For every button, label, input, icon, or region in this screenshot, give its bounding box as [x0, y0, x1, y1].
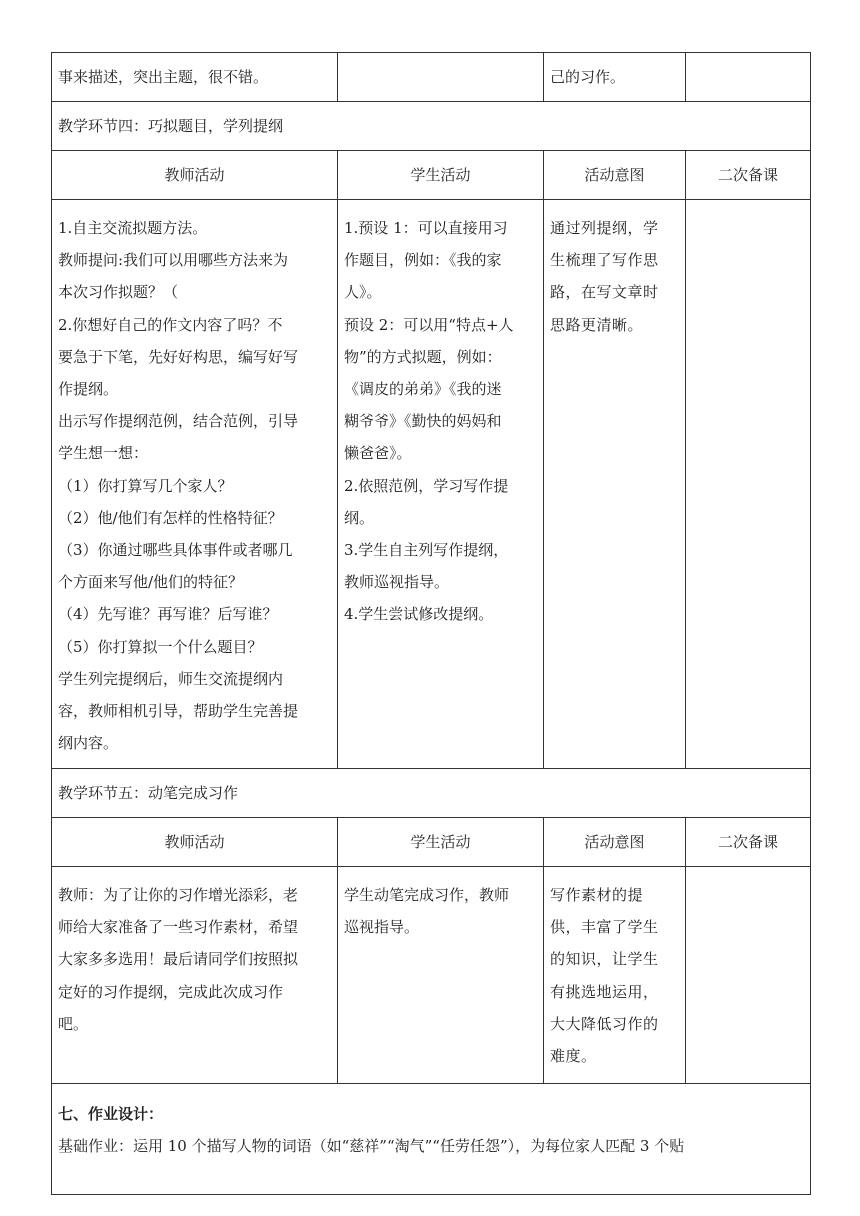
- text-line: 供，丰富了学生: [550, 918, 659, 937]
- lesson-plan-table: [51, 52, 811, 1195]
- text-line: 学生动笔完成习作，教师: [344, 886, 510, 904]
- homework-cell: [52, 1084, 811, 1195]
- text-line: 作题目，例如：《我的家: [344, 251, 502, 270]
- section5-title-row: [52, 769, 811, 818]
- section4-title-row: [52, 102, 811, 151]
- text-line: 定好的习作提纲，完成此次成习作: [58, 982, 284, 1001]
- text-line: （3）你通过哪些具体事件或者哪几: [58, 541, 293, 560]
- text-line: 难度。: [550, 1047, 597, 1066]
- continued-intent-cell: 己的习作。: [544, 53, 686, 102]
- header-second-prep: 二次备课: [686, 151, 811, 200]
- text-line: 大大降低习作的: [550, 1014, 659, 1033]
- text-line: 师给大家准备了一些习作素材，希望: [58, 918, 299, 937]
- text-line: 《调皮的弟弟》《我的迷: [344, 380, 502, 399]
- text-line: （1）你打算写几个家人？: [58, 476, 233, 495]
- text-line: 纲内容。: [58, 734, 119, 753]
- text-line: 学生列完提纲后，师生交流提纲内: [58, 669, 284, 688]
- section5-body-row: [52, 867, 811, 1084]
- text-line: 1.预设 1：可以直接用习: [344, 219, 508, 237]
- text-line: 教师：为了让你的习作增光添彩，老: [58, 886, 299, 904]
- text-line: 路，在写文章时: [550, 283, 659, 302]
- text-line: 个方面来写他/他们的特征？: [58, 573, 244, 592]
- text-line: 容，教师相机引导，帮助学生完善提: [58, 702, 299, 721]
- text-line: 2.你想好自己的作文内容了吗？不: [58, 315, 283, 334]
- text-line: 人》。: [344, 283, 382, 302]
- text-line: 糊爷爷》《勤快的妈妈和: [344, 412, 502, 431]
- section4-prep-cell: [686, 200, 811, 769]
- section4-teacher-cell: [52, 200, 338, 769]
- text-line: 生梳理了写作思: [550, 251, 659, 270]
- text-line: 3.学生自主列写作提纲，: [344, 541, 509, 560]
- text-line: 学生想一想：: [58, 444, 149, 463]
- text-line: 有挑选地运用，: [550, 982, 659, 1001]
- text-line: 预设 2：可以用“特点+人: [344, 315, 514, 334]
- homework-row: [52, 1084, 811, 1195]
- header-activity-intent: 活动意图: [544, 151, 686, 200]
- continued-student-cell: [338, 53, 544, 102]
- section4-body-row: [52, 200, 811, 769]
- text-line: （4）先写谁？再写谁？后写谁？: [58, 605, 278, 624]
- continued-row: [52, 53, 811, 102]
- continued-teacher-cell: 事来描述，突出主题，很不错。: [52, 53, 338, 102]
- text-line: 巡视指导。: [344, 918, 420, 937]
- section5-prep-cell: [686, 867, 811, 1084]
- section4-title: 教学环节四：巧拟题目，学列提纲: [52, 102, 811, 151]
- header-activity-intent: 活动意图: [544, 818, 686, 867]
- text-line: 通过列提纲，学: [550, 219, 659, 237]
- text-line: （2）他/他们有怎样的性格特征？: [58, 508, 283, 527]
- section5-header-row: [52, 818, 811, 867]
- text-line: 2.依照范例，学习写作提: [344, 476, 509, 495]
- text-line: （5）你打算拟一个什么题目？: [58, 637, 263, 656]
- section5-student-cell: [338, 867, 544, 1084]
- section5-intent-cell: [544, 867, 686, 1084]
- text-line: 教师巡视指导。: [344, 573, 450, 592]
- text-line: 4.学生尝试修改提纲。: [344, 605, 494, 624]
- text-line: 1.自主交流拟题方法。: [58, 219, 208, 237]
- text-line: 吧。: [58, 1014, 89, 1033]
- homework-text: 基础作业：运用 10 个描写人物的词语（如“慈祥”“淘气”“任劳任怨”），为每位家人匹配 3 个贴: [58, 1137, 685, 1156]
- text-line: 本次习作拟题？（: [58, 283, 179, 302]
- text-line: 思路更清晰。: [550, 315, 644, 334]
- header-student-activity: 学生活动: [338, 151, 544, 200]
- text-line: 懒爸爸》。: [344, 444, 412, 463]
- text-line: 出示写作提纲范例，结合范例，引导: [58, 412, 299, 431]
- text-line: 写作素材的提: [550, 886, 644, 904]
- continued-prep-cell: [686, 53, 811, 102]
- text-line: 纲。: [344, 508, 375, 527]
- text-line: 大家多多选用！最后请同学们按照拟: [58, 950, 299, 969]
- section4-header-row: [52, 151, 811, 200]
- header-second-prep: 二次备课: [686, 818, 811, 867]
- header-teacher-activity: 教师活动: [52, 151, 338, 200]
- text-line: 要急于下笔，先好好构思，编写好写: [58, 347, 299, 366]
- section4-intent-cell: [544, 200, 686, 769]
- header-teacher-activity: 教师活动: [52, 818, 338, 867]
- section5-title: 教学环节五：动笔完成习作: [52, 769, 811, 818]
- text-line: 物”的方式拟题，例如：: [344, 347, 502, 366]
- section4-student-cell: [338, 200, 544, 769]
- text-line: 作提纲。: [58, 380, 119, 399]
- text-line: 的知识，让学生: [550, 950, 659, 969]
- section5-teacher-cell: [52, 867, 338, 1084]
- homework-title: 七、作业设计：: [58, 1105, 164, 1123]
- header-student-activity: 学生活动: [338, 818, 544, 867]
- text-line: 教师提问:我们可以用哪些方法来为: [58, 251, 289, 270]
